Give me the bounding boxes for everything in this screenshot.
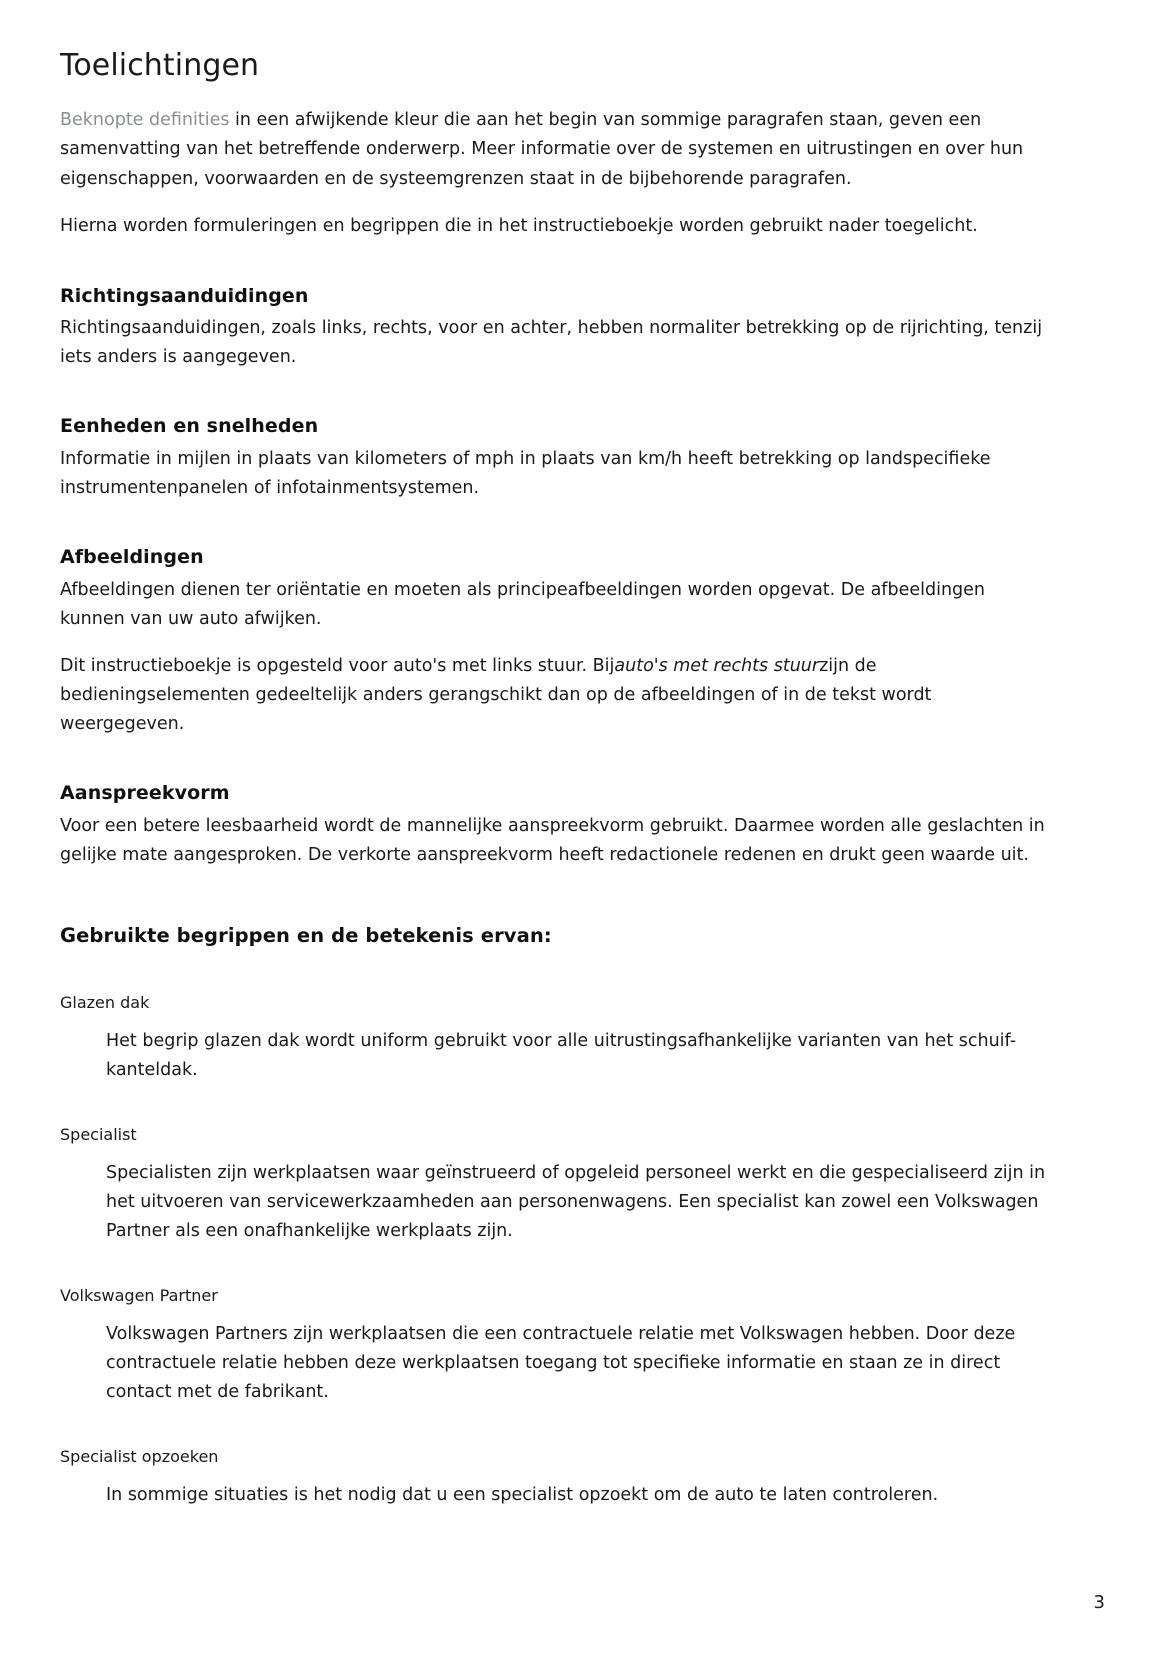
glossary-entry — [60, 991, 1060, 1085]
glossary-definition: In sommige situaties is het nodig dat u een specialist opzoekt om de auto te laten controleren. — [106, 1485, 939, 1506]
section-paragraph-richtingsaanduidingen: Richtingsaanduidingen, zoals links, rechts, voor en achter, hebben normaliter betrekking op de rijrichting, tenzij iets anders is aangegeven. — [60, 318, 1043, 368]
glossary-definition: Specialisten zijn werkplaatsen waar geïnstrueerd of opgeleid personeel werkt en die gespecialiseerd zijn in het uitvoeren van servicewerkzaamheden aan personenwagens. Een specialist kan zowel een Volkswagen Partner als een onafhankelijke werkplaats zijn. — [106, 1163, 1046, 1242]
glossary-term: Volkswagen Partner — [60, 1286, 218, 1306]
intro-accent-lead: Beknopte definities — [60, 110, 230, 130]
afbeeldingen-italic-phrase: auto's met rechts stuur — [614, 656, 820, 677]
section-paragraph-afbeeldingen-2 — [60, 652, 1045, 739]
glossary-entry — [60, 1123, 1060, 1246]
intro-second-paragraph: Hierna worden formuleringen en begrippen die in het instructieboekje worden gebruikt nader toegelicht. — [60, 216, 978, 237]
glossary-entry — [60, 1284, 1060, 1407]
glossary-term: Specialist opzoeken — [60, 1447, 219, 1467]
glossary-entry — [60, 1445, 1060, 1510]
glossary-definition: Het begrip glazen dak wordt uniform gebruikt voor alle uitrustingsafhankelijke varianten van het schuif-kanteldak. — [106, 1031, 1017, 1081]
page-number: 3 — [1093, 1592, 1105, 1613]
section-heading-afbeeldingen: Afbeeldingen — [60, 546, 204, 569]
section-paragraph-aanspreekvorm: Voor een betere leesbaarheid wordt de mannelijke aanspreekvorm gebruikt. Daarmee worden alle geslachten in gelijke mate aangesproken. De verkorte aanspreekvorm heeft redactionele redenen en drukt geen waarde uit. — [60, 815, 1045, 866]
section-heading-aanspreekvorm: Aanspreekvorm — [60, 782, 230, 805]
section-heading-eenheden-en-snelheden: Eenheden en snelheden — [60, 415, 319, 438]
intro-lead-rest: in een afwijkende kleur die aan het begin van sommige paragrafen staan, geven een samenvatting van het betreffende onderwerp. Meer informatie over de systemen en uitrustingen en over hun eigenschappen, voorwaarden en de systeemgrenzen staat in de bijbehorende paragrafen. — [60, 110, 1024, 189]
afbeeldingen-text-part-2: zijn de bedieningselementen gedeeltelijk anders gerangschikt dan op de afbeeldingen of in de tekst wordt weergegeven. — [60, 656, 932, 735]
glossary-term: Specialist — [60, 1125, 137, 1145]
intro-paragraph — [60, 106, 1040, 194]
glossary-definition: Volkswagen Partners zijn werkplaatsen die een contractuele relatie met Volkswagen hebben. Door deze contractuele relatie hebben deze werkplaatsen toegang tot specifieke informatie en staan ze in direct contact met de fabrikant. — [106, 1324, 1016, 1403]
section-paragraph-afbeeldingen-1: Afbeeldingen dienen ter oriëntatie en moeten als principeafbeeldingen worden opgevat. De afbeeldingen kunnen van uw auto afwijken. — [60, 580, 985, 630]
section-paragraph-eenheden-en-snelheden: Informatie in mijlen in plaats van kilometers of mph in plaats van km/h heeft betrekking op landspecifieke instrumentenpanelen of infotainmentsystemen. — [60, 449, 991, 499]
section-heading-richtingsaanduidingen: Richtingsaanduidingen — [60, 284, 309, 307]
afbeeldingen-text-part-1: Dit instructieboekje is opgesteld voor auto's met links stuur. Bij — [60, 656, 615, 677]
page-title: Toelichtingen — [60, 48, 260, 83]
glossary-heading: Gebruikte begrippen en de betekenis ervan: — [60, 924, 552, 948]
glossary-term: Glazen dak — [60, 993, 150, 1013]
